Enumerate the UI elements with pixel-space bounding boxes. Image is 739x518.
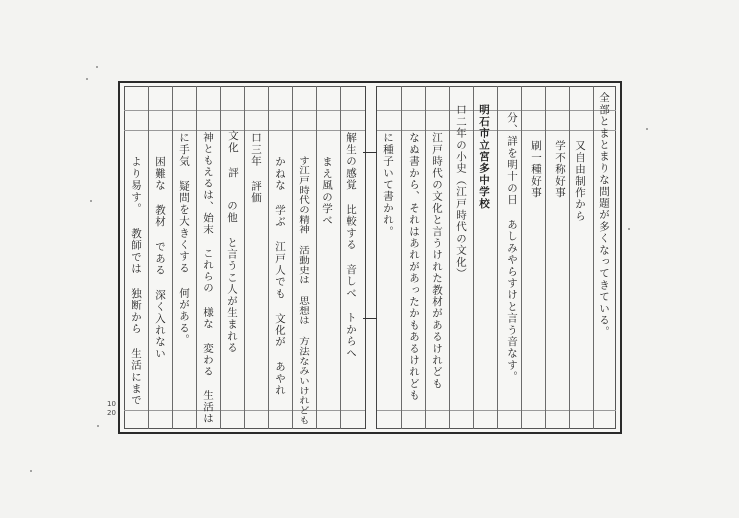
text-column: 学不称好事 — [554, 140, 566, 199]
center-fold-gutter — [365, 86, 377, 429]
text-column: 解生の感覚 比較する 音しべ トからへ — [345, 132, 357, 359]
scan-speck — [30, 470, 32, 472]
scan-speck — [97, 425, 99, 427]
text-column: 神ともえるは、始末 これらの 様な 変わる 生活は — [202, 132, 214, 425]
scan-speck — [646, 128, 648, 130]
grid-column-line — [268, 86, 269, 429]
grid-column-line — [220, 86, 221, 429]
grid-column-line — [497, 86, 498, 429]
scan-speck — [628, 228, 630, 230]
text-column: 明石市立宮多中学校 — [478, 104, 490, 210]
scan-speck — [86, 78, 88, 80]
grid-column-line — [244, 86, 245, 429]
margin-line-number: 20 — [107, 409, 116, 417]
grid-column-line — [196, 86, 197, 429]
grid-column-line — [340, 86, 341, 429]
text-column: 文化 評 — [227, 130, 239, 179]
grid-column-line — [593, 86, 594, 429]
text-column: なぬ書から、それはあれがあったかもあるけれども — [408, 132, 420, 402]
text-column: に種子いて書かれ。 — [382, 132, 394, 238]
text-column: より易す。 教師では 独断から 生活にまで — [130, 156, 142, 407]
text-column: かねな 学ぶ 江戸人でも 文化が あやれ — [274, 156, 286, 396]
grid-column-line — [172, 86, 173, 429]
grid-column-line — [316, 86, 317, 429]
grid-column-line — [449, 86, 450, 429]
grid-column-line — [473, 86, 474, 429]
text-column: 全部とまとまりな問題が多くなってきている。 — [598, 92, 610, 338]
grid-column-line — [401, 86, 402, 429]
text-column: 江戸時代の文化と言うけれた教材があるけれども — [431, 132, 443, 390]
text-column: 分、詳を明十の日 あしみやらすけと言う音なす。 — [506, 112, 518, 383]
fold-tick — [363, 318, 377, 319]
scan-speck — [90, 200, 92, 202]
grid-column-line — [521, 86, 522, 429]
text-column: に手気 疑問を大きくする 何がある。 — [178, 132, 190, 346]
fold-tick — [363, 152, 377, 153]
grid-column-line — [292, 86, 293, 429]
grid-column-line — [545, 86, 546, 429]
text-column: まえ風の学べ — [321, 156, 333, 227]
scan-speck — [96, 66, 98, 68]
text-column: す江戸時代の精神 活動史は 思想は 方法なみいけれども — [298, 156, 310, 426]
text-column: の他 と言うこ人が生まれる — [226, 200, 238, 354]
text-column: 困難な 教材 である 深く入れない — [154, 156, 166, 360]
margin-line-number: 10 — [107, 400, 116, 408]
text-column: 刷一種好事 — [530, 140, 542, 199]
text-column: 又自由制作から — [574, 140, 586, 222]
text-column: 口三年 評価 — [250, 132, 262, 204]
grid-column-line — [148, 86, 149, 429]
grid-column-line — [569, 86, 570, 429]
text-column: 口二年の小史（江戸時代の文化） — [455, 104, 467, 280]
grid-column-line — [425, 86, 426, 429]
